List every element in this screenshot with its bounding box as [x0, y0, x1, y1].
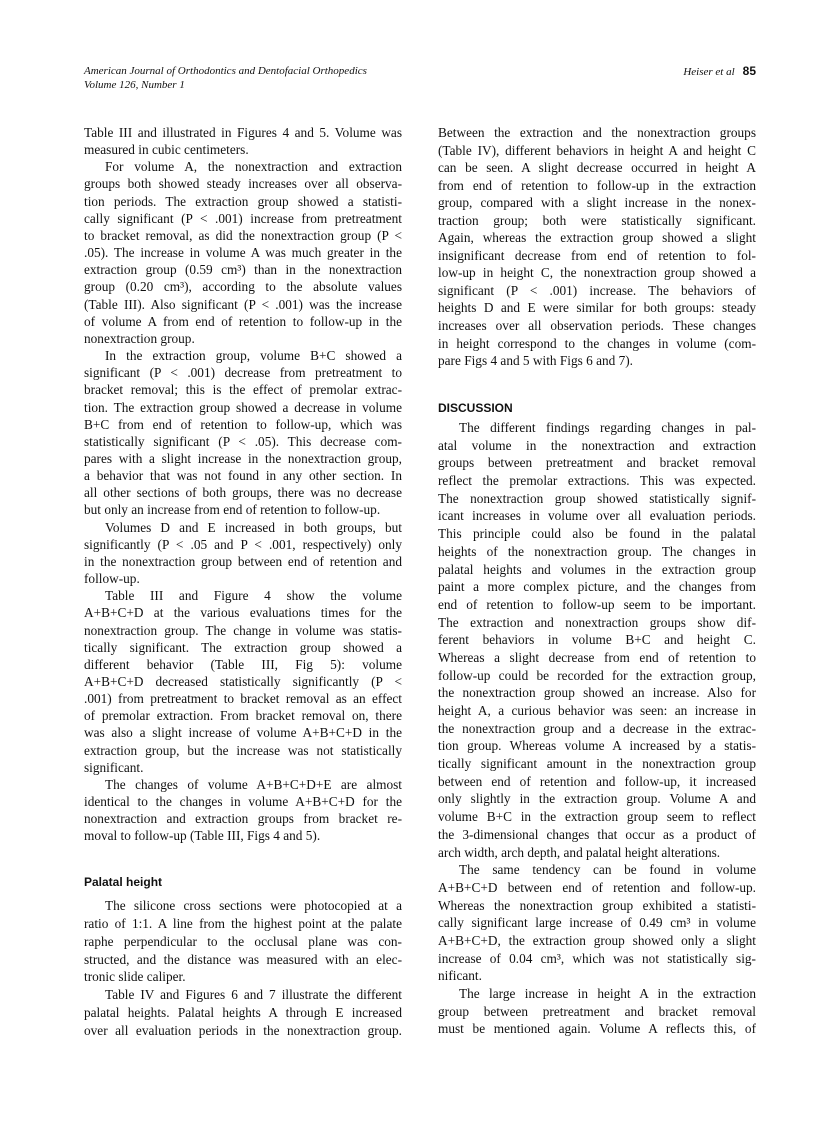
text-line: tically significant amount in the nonextraction group — [438, 756, 756, 772]
text-line: group, compared with a slight increase in the nonex- — [438, 195, 756, 211]
text-line: only slightly in the extraction group. Volume A and — [438, 791, 756, 807]
text-line: groups both showed steady increases over all observa- — [84, 176, 402, 192]
text-line: bracket removal; this is the effect of premolar extrac- — [84, 382, 402, 398]
page-number: 85 — [742, 64, 756, 78]
text-line: statistically significant (P < .05). This decrease com- — [84, 433, 402, 449]
text-line: palatal heights. Palatal heights A through E increased — [84, 1005, 402, 1021]
text-line: in height correspond to the changes in volume (com- — [438, 335, 756, 351]
paragraph — [84, 347, 402, 519]
text-line: the 3-dimensional changes that occur as a product of — [438, 826, 756, 842]
text-line: extraction group (0.59 cm³) than in the nonextraction — [84, 262, 402, 278]
text-line: The changes of volume A+B+C+D+E are almost — [105, 776, 402, 792]
text-line: A+B+C+D decreased statistically significantly (P < — [84, 674, 402, 689]
text-line: was also a slight increase of volume A+B+C+D in the — [84, 725, 402, 741]
text-line: nonextraction group. The change in volume was statis- — [84, 622, 402, 638]
paragraph — [84, 124, 402, 158]
text-line: cally significant (P < .001) increase from pretreatment — [84, 210, 402, 226]
text-line: low-up in height C, the nonextraction group showed a — [438, 265, 756, 281]
text-line: tion. The extraction group showed a decrease in volume — [84, 399, 402, 415]
text-line: over all evaluation periods in the nonextraction group. — [84, 1023, 402, 1039]
text-line: tion periods. The extraction group showed a statisti- — [84, 193, 402, 209]
text-line: Between the extraction and the nonextraction groups — [438, 125, 756, 140]
text-line: significantly (P < .05 and P < .001, respectively) only — [84, 536, 402, 552]
text-line: increases over all observation periods. These changes — [438, 318, 756, 334]
text-line: Table III and Figure 4 show the volume — [105, 588, 402, 604]
paragraph — [438, 419, 756, 861]
text-line: between end of retention and follow-up, it increased — [438, 773, 756, 789]
text-line: tronic slide caliper. — [84, 969, 186, 985]
text-line: identical to the changes in volume A+B+C+D for the — [84, 794, 402, 810]
text-line: (Table IV), different behaviors in height A and height C — [438, 142, 756, 158]
journal-title: American Journal of Orthodontics and Dentofacial Orthopedics — [84, 65, 367, 77]
text-line: volume B+C in the extraction group seem to reflect — [438, 809, 756, 825]
text-line: traction group; both were statistically significant. — [438, 212, 756, 228]
text-line: pare Figs 4 and 5 with Figs 6 and 7). — [438, 353, 634, 369]
text-line: arch width, arch depth, and palatal height alterations. — [438, 844, 721, 860]
author-names: Heiser et al — [683, 66, 735, 78]
text-line: The different findings regarding changes in pal- — [459, 420, 756, 435]
text-line: nificant. — [438, 968, 482, 984]
text-line: the nonextraction group and a decrease in the extrac- — [438, 720, 756, 736]
text-line: The large increase in height A in the extraction — [459, 986, 756, 1001]
paragraph — [84, 158, 402, 347]
text-line: extraction group, but the increase was not statistically — [84, 742, 402, 758]
text-line: height A, a curious behavior was seen: an increase in — [438, 703, 756, 718]
text-line: insignificant decrease from end of retention to fol- — [438, 247, 756, 263]
text-line: B+C from end of retention to follow-up, which was — [84, 416, 402, 432]
paragraph — [438, 124, 756, 370]
paragraph — [84, 519, 402, 588]
section-heading-discussion: DISCUSSION — [438, 401, 513, 415]
text-line: ratio of 1:1. A line from the highest point at the palate — [84, 915, 402, 931]
text-line: paint a more complex picture, and the changes from — [438, 579, 756, 595]
text-line: can be seen. A slight decrease occurred in height A — [438, 160, 756, 176]
text-line: raphe perpendicular to the occlusal plane was con- — [84, 933, 402, 949]
text-line: .001) from pretreatment to bracket removal as an effect — [84, 691, 402, 707]
text-line: end of retention to follow-up seem to be important. — [438, 596, 756, 612]
text-line: Volumes D and E increased in both groups, but — [105, 519, 402, 535]
text-line: moval to follow-up (Table III, Figs 4 and 5). — [84, 828, 321, 844]
text-line: group (0.20 cm³), according to the absolute values — [84, 279, 402, 295]
text-line: The same tendency can be found in volume — [459, 862, 756, 878]
text-line: tion group. Whereas volume A increased by a statis- — [438, 738, 756, 754]
text-line: .05). The increase in volume A was much greater in the — [84, 245, 402, 261]
text-line: heights D and E were similar for both groups: steady — [438, 300, 756, 316]
text-line: A+B+C+D between end of retention and follow-up. — [438, 879, 756, 895]
text-line: significant (P < .001) decrease from pretreatment to — [84, 365, 402, 381]
text-line: all other sections of both groups, there was no decrease — [84, 485, 402, 501]
text-line: from end of retention to follow-up in the extraction — [438, 177, 756, 193]
text-line: heights of the nonextraction group. The changes in — [438, 543, 756, 559]
text-line: ferent behaviors in volume B+C and height C. — [438, 632, 756, 648]
text-line: A+B+C+D at the various evaluations times for the — [84, 605, 402, 621]
text-line: structed, and the distance was measured with an elec- — [84, 951, 402, 967]
text-line: A+B+C+D, the extraction group showed only a slight — [438, 932, 756, 948]
text-line: The extraction and nonextraction groups show dif- — [438, 614, 756, 630]
text-line: follow-up. — [84, 571, 140, 587]
paragraph — [84, 986, 402, 1040]
text-line: The silicone cross sections were photocopied at a — [105, 898, 402, 913]
text-line: Table IV and Figures 6 and 7 illustrate the different — [105, 987, 402, 1003]
paragraph — [84, 776, 402, 845]
text-line: but only an increase from end of retention to follow-up. — [84, 502, 381, 518]
text-line: For volume A, the nonextraction and extraction — [105, 159, 402, 175]
journal-volume: Volume 126, Number 1 — [84, 79, 185, 91]
text-line: in the nonextraction group between end of retention and — [84, 553, 402, 569]
text-line: follow-up could be recorded for the extraction group, — [438, 667, 756, 683]
running-header-right — [683, 64, 756, 79]
paragraph — [84, 897, 402, 986]
text-line: a behavior that was not found in any other section. In — [84, 468, 402, 484]
text-line: of volume A from end of retention to follow-up in the — [84, 313, 402, 329]
text-line: The nonextraction group showed statistically signif- — [438, 490, 756, 506]
text-line: increase of 0.04 cm³, which was not statistically sig- — [438, 950, 756, 966]
text-line: Whereas the nonextraction group exhibited a statisti- — [438, 897, 756, 913]
text-line: the nonextraction group showed an increase. Also for — [438, 685, 756, 701]
text-line: of premolar extraction. From bracket removal on, there — [84, 708, 402, 724]
right-column-body — [438, 124, 756, 370]
text-line: Again, whereas the extraction group showed a slight — [438, 230, 756, 246]
left-column-body — [84, 124, 402, 845]
text-line: to bracket removal, as did the nonextraction group (P < — [84, 227, 402, 243]
text-line: significant. — [84, 759, 144, 775]
text-line: Whereas a slight decrease from end of retention to — [438, 649, 756, 665]
text-line: groups between pretreatment and bracket removal — [438, 455, 756, 471]
palatal-height-body — [84, 897, 402, 1040]
text-line: measured in cubic centimeters. — [84, 142, 249, 158]
text-line: different behavior (Table III, Fig 5): volume — [84, 656, 402, 672]
text-line: (Table III). Also significant (P < .001) was the increase — [84, 296, 402, 312]
text-line: Table III and illustrated in Figures 4 and 5. Volume was — [84, 125, 402, 140]
text-line: nonextraction and extraction groups from bracket re- — [84, 811, 402, 827]
text-line: tically significant. The extraction group showed a — [84, 639, 402, 655]
text-line: icant increases in volume over all evaluation periods. — [438, 508, 756, 524]
text-line: reflect the premolar extractions. This was expected. — [438, 473, 756, 489]
section-heading-palatal-height: Palatal height — [84, 875, 163, 889]
text-line: must be mentioned again. Volume A reflects this, of — [438, 1021, 756, 1037]
paragraph — [438, 985, 756, 1038]
text-line: group between pretreatment and bracket removal — [438, 1003, 756, 1019]
text-line: atal volume in the nonextraction and extraction — [438, 437, 756, 453]
text-line: palatal heights and volumes in the extraction group — [438, 561, 756, 577]
running-header-left — [84, 64, 367, 92]
discussion-body — [438, 419, 756, 1038]
paragraph — [84, 587, 402, 776]
text-line: cally significant large increase of 0.49 cm³ in volume — [438, 915, 756, 931]
text-line: significant (P < .001) increase. The behaviors of — [438, 282, 756, 298]
text-line: This principle could also be found in the palatal — [438, 526, 756, 542]
text-line: nonextraction group. — [84, 330, 195, 346]
text-line: pares with a slight increase in the nonextraction group, — [84, 450, 402, 466]
text-line: In the extraction group, volume B+C showed a — [105, 348, 402, 364]
paragraph — [438, 861, 756, 985]
